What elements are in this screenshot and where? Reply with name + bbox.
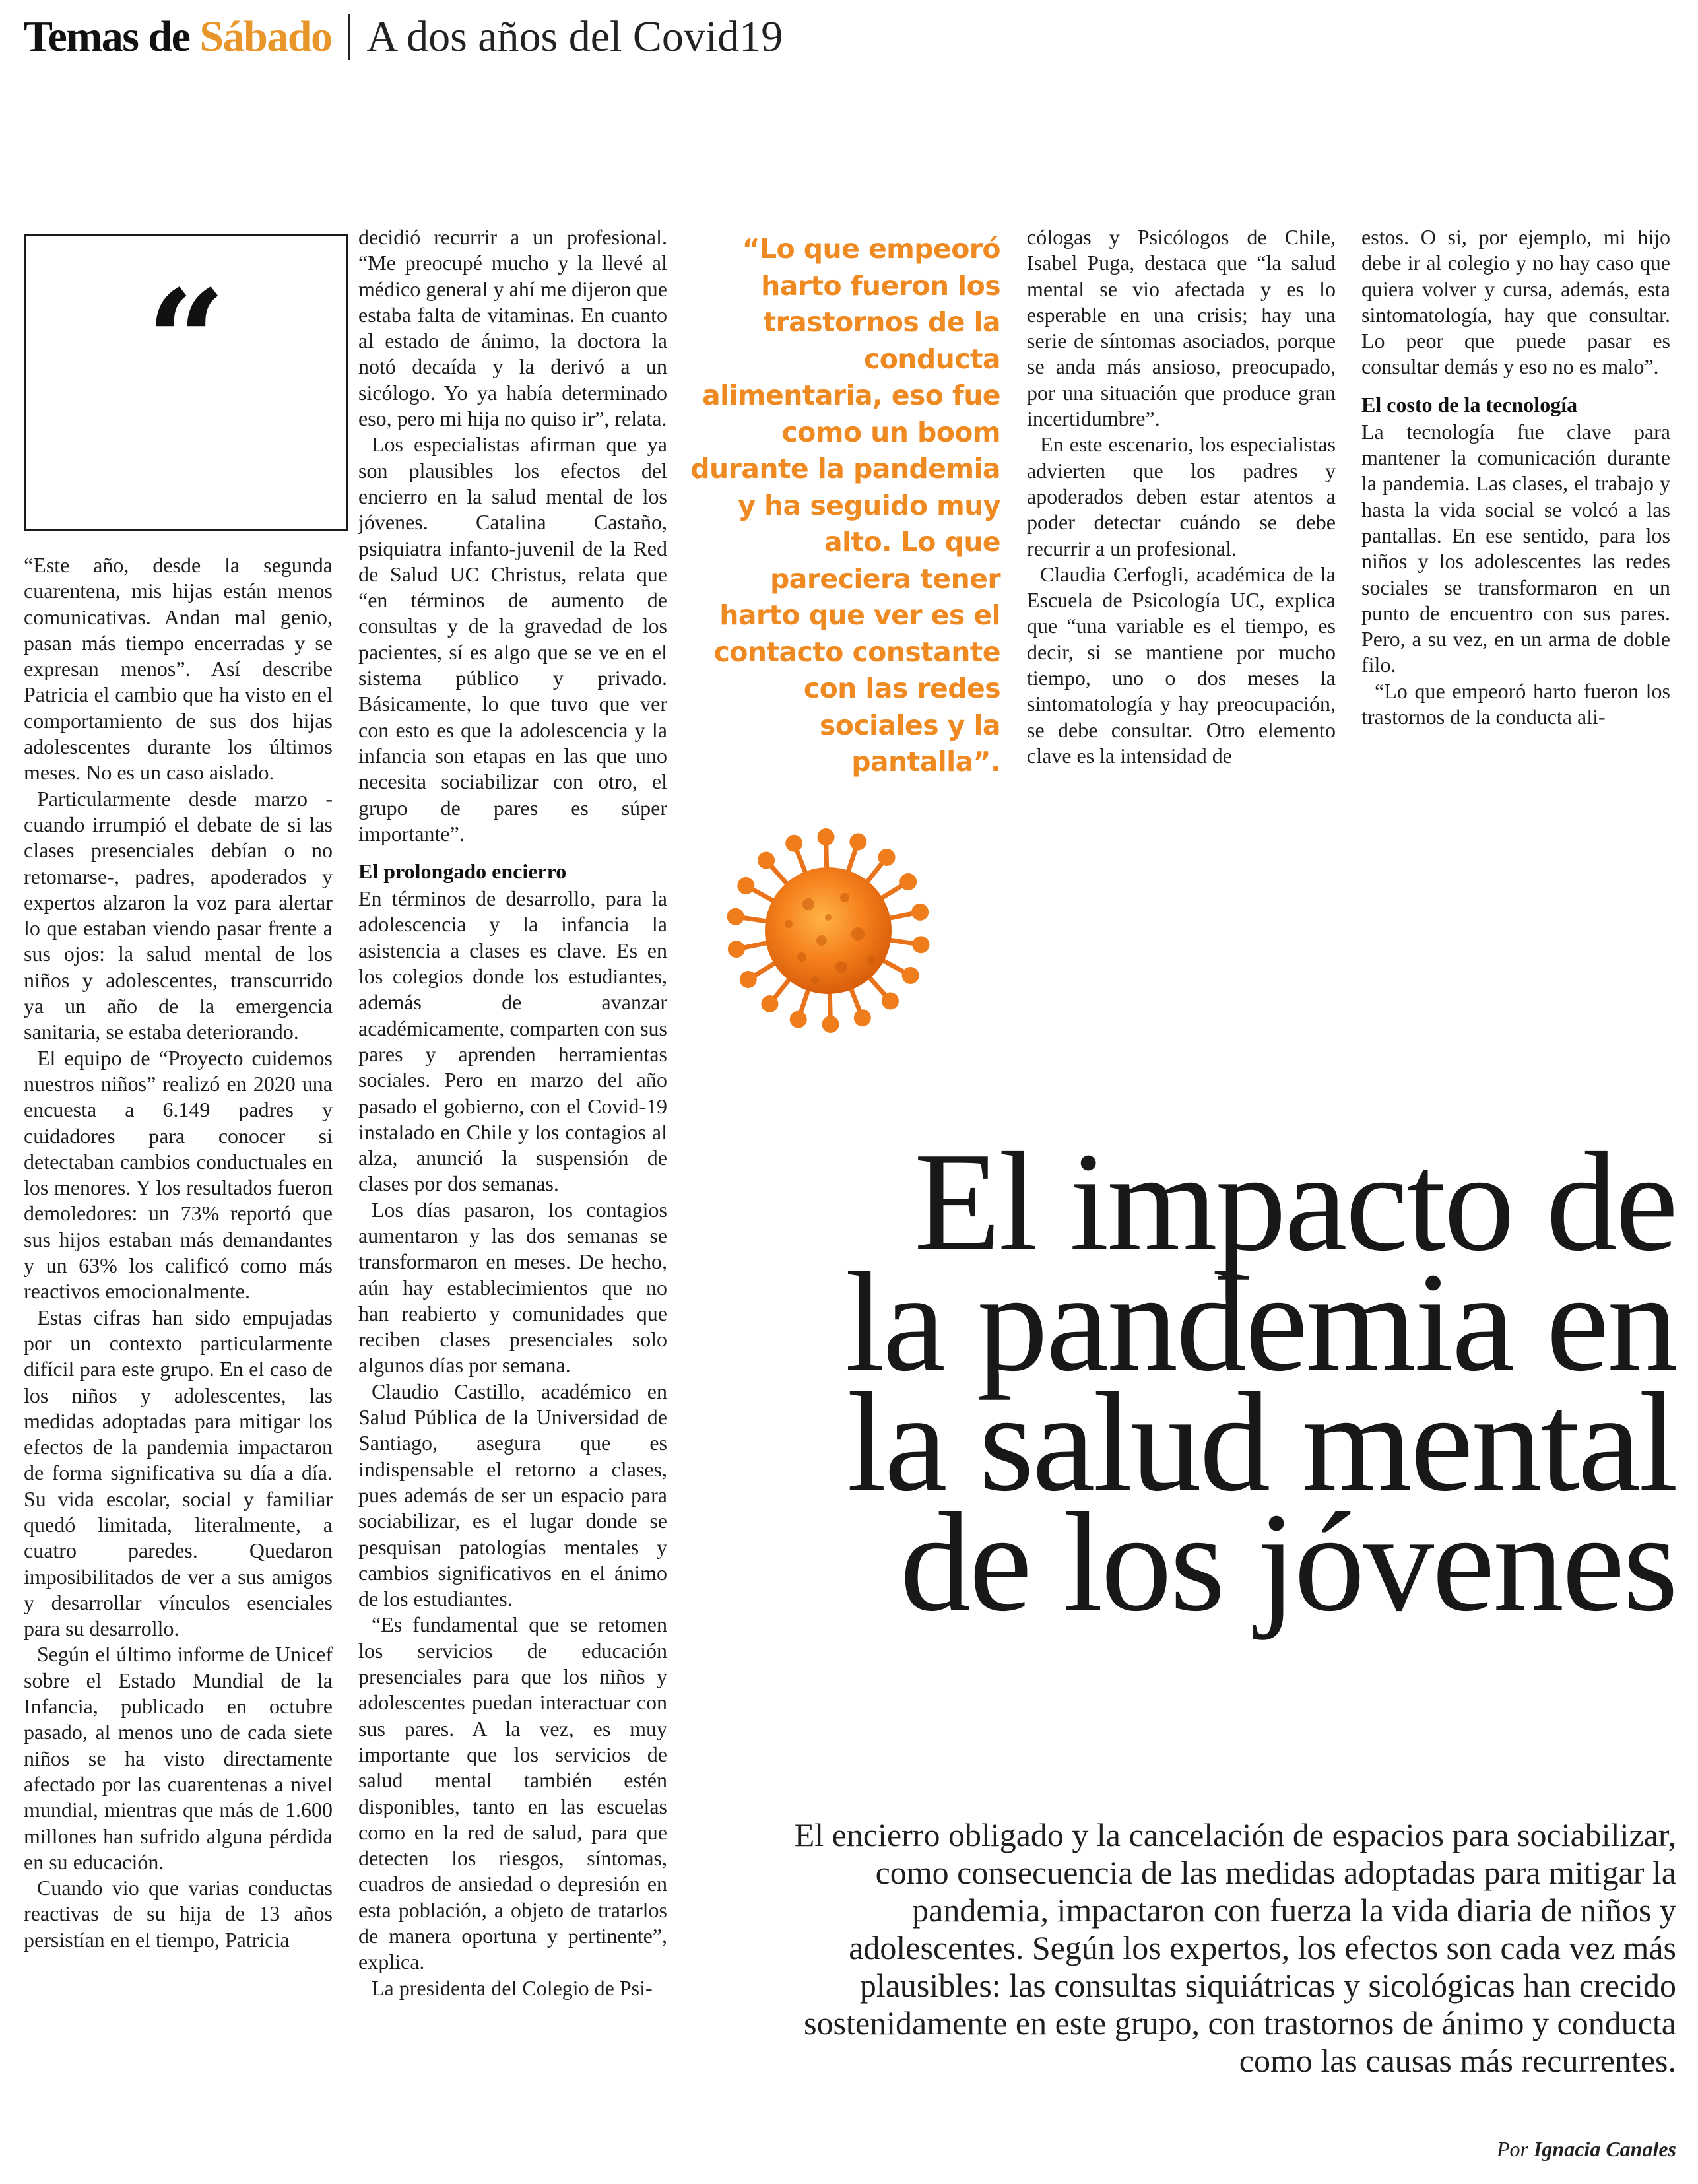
- article-paragraph: Claudio Castillo, académico en Salud Pública de la Universidad de Santiago, asegura que es indispensable el retorno a clases, pues además de ser un espacio para sociabilizar, es el lugar donde se pesquisan patologías mentales y cambios significativos en el ánimo de los estudiantes.: [358, 1379, 667, 1611]
- byline-author: Ignacia Canales: [1533, 2137, 1676, 2161]
- virus-spot: [825, 914, 832, 921]
- virus-spike-tip: [790, 1011, 807, 1028]
- byline-prefix: Por: [1496, 2137, 1528, 2161]
- coronavirus-icon: [723, 825, 934, 1036]
- article-paragraph: La tecnología fue clave para mantener la comunicación durante la pandemia. Las clases, el trabajo y hasta la vida social se volcó a las pantallas. En ese sentido, para los niños y los adolescentes las redes sociales se transformaron en un punto de encuentro con sus pares. Pero, a su vez, en un arma de doble filo.: [1361, 419, 1670, 677]
- article-paragraph: Claudia Cerfogli, académica de la Escuela de Psicología UC, explica que “una variable es el tiempo, es decir, si se mantiene por mucho tiempo, uno o dos meses la sintomatología y hay preocupación, se debe consultar. Otro elemento clave es la intensidad de: [1027, 562, 1336, 768]
- headline-line-1: El impacto de: [913, 1123, 1676, 1280]
- article-paragraph: decidió recurrir a un profesional. “Me preocupé mucho y la llevé al médico general y ahí me dijeron que estaba falta de vitaminas. En cuanto al estado de ánimo, la doctora la notó decaída y la derivó a un sicólogo. Yo ya había determinado eso, pero mi hija no quiso ir”, relata.: [358, 225, 667, 431]
- brand-title: [24, 12, 332, 62]
- column-2-part-b: [358, 886, 667, 2001]
- virus-spike-tip: [899, 873, 917, 890]
- article-paragraph: “Es fundamental que se retomen los servicios de educación presenciales para que los niños y adolescentes puedan interactuar con sus pares. A la vez, es muy importante que los servicios de salud mental también estén disponibles, tanto en las escuelas como en la red de salud, para que detecten los riesgos, síntomas, cuadros de ansiedad o depresión en esta población, a objeto de tratarlos de manera oportuna y pertinente”, explica.: [358, 1612, 667, 1974]
- virus-spike-tip: [761, 995, 778, 1012]
- virus-spike-tip: [911, 904, 929, 921]
- article-paragraph: cólogas y Psicólogos de Chile, Isabel Puga, destaca que “la salud mental se vio afectada y es lo esperable en una crisis; hay una serie de síntomas asociados, porque se anda más ansioso, preocupado, por una situación que produce gran incertidumbre”.: [1027, 225, 1336, 431]
- article-paragraph: “Este año, desde la segunda cuarentena, mis hijas están menos comunicativas. Andan mal genio, pasan más tiempo encerradas y se expresan menos”. Así describe Patricia el cambio que ha visto en el comportamiento de sus dos hijas adolescentes durante los últimos meses. No es un caso aislado.: [24, 553, 333, 785]
- article-paragraph: Particularmente desde marzo -cuando irrumpió el debate de si las clases presenciales debían o no retomarse-, padres, apoderados y expertos alzaron la voz para alertar lo que estaban viendo pasar frente a sus ojos: la salud mental de los niños y adolescentes, transcurrido ya un año de la emergencia sanitaria, se estaba deteriorando.: [24, 786, 333, 1044]
- article-paragraph: Cuando vio que varias conductas reactivas de su hija de 13 años persistían en el tiempo, Patricia: [24, 1876, 333, 1952]
- subheading-prolongado-encierro: El prolongado encierro: [358, 859, 567, 884]
- article-paragraph: Los días pasaron, los contagios aumentaron y las dos semanas se transformaron en meses. De hecho, aún hay establecimientos que no han reabierto y comunidades que reciben clases presenciales solo algunos días por semana.: [358, 1197, 667, 1377]
- byline: [1497, 2137, 1676, 2162]
- virus-spike-tip: [912, 936, 929, 953]
- article-paragraph: “Lo que empeoró harto fueron los trastornos de la conducta ali-: [1361, 678, 1670, 729]
- quote-mark-icon: “: [146, 259, 226, 422]
- virus-spot: [867, 956, 875, 964]
- virus-spot: [797, 952, 806, 962]
- virus-spot: [840, 893, 849, 902]
- virus-spike-tip: [849, 833, 866, 850]
- virus-spike-tip: [737, 877, 754, 894]
- headline-line-4: de los jóvenes: [899, 1483, 1676, 1641]
- headline-line-3: la salud mental: [847, 1363, 1676, 1521]
- quote-box: [24, 234, 348, 531]
- virus-spike-tip: [818, 828, 835, 845]
- masthead: [24, 11, 783, 63]
- article-column-5: [1361, 224, 1670, 730]
- virus-spot: [811, 976, 819, 984]
- virus-spike-tip: [822, 1016, 839, 1033]
- virus-spike-tip: [902, 967, 919, 984]
- virus-spike-tip: [727, 908, 744, 925]
- brand-main: Temas de: [24, 13, 190, 61]
- virus-spot: [816, 935, 827, 946]
- pull-quote: “Lo que empeoró harto fueron los trastornos de la conducta alimentaria, eso fue como un boom durante la pandemia y ha seguido muy alto. Lo que pareciera tener harto que ver es el contacto constante con las redes sociales y la pantalla”.: [690, 233, 1000, 778]
- virus-spot: [835, 961, 847, 973]
- column-5-part-b: [1361, 419, 1670, 731]
- article-paragraph: estos. O si, por ejemplo, mi hijo debe ir al colegio y no hay caso que quiera volver y cursa, además, esta sintomatología, hay que consultar. Lo peor que puede pasar es consultar demás y eso no es malo”.: [1361, 225, 1670, 379]
- virus-spike-tip: [728, 941, 745, 958]
- column-5-part-a: [1361, 224, 1670, 380]
- article-paragraph: En términos de desarrollo, para la adolescencia y la infancia la asistencia a clases es clave. Es en los colegios donde los estudiantes, además de avanzar académicamente, comparten con sus pares y aprenden herramientas sociales. Pero en marzo del año pasado el gobierno, con el Covid-19 instalado en Chile y los contagios al alza, anunció la suspensión de clases por dos semanas.: [358, 886, 667, 1196]
- masthead-divider: [348, 14, 350, 60]
- article-paragraph: Estas cifras han sido empujadas por un contexto particularmente difícil para este grupo. En el caso de los niños y adolescentes, las medidas adoptadas para mitigar los efectos de la pandemia impactaron de forma significativa su día a día. Su vida escolar, social y familiar quedó limitada, literalmente, a cuatro paredes. Quedaron imposibilitados de ver a sus amigos y desarrollar vínculos esenciales para su desarrollo.: [24, 1305, 333, 1641]
- column-2-part-a: [358, 224, 667, 847]
- brand-accent: Sábado: [199, 13, 332, 61]
- virus-spot: [785, 920, 793, 928]
- article-column-2: [358, 224, 667, 2001]
- article-column-4: [1027, 224, 1336, 769]
- virus-spike-tip: [740, 971, 757, 988]
- virus-spike-tip: [785, 835, 802, 852]
- virus-spike-tip: [882, 993, 899, 1010]
- virus-spike-tip: [878, 849, 896, 866]
- virus-spot: [802, 898, 814, 910]
- virus-spike-tip: [758, 851, 775, 869]
- headline: [739, 1123, 1676, 1641]
- headline-line-2: la pandemia en: [845, 1243, 1676, 1401]
- virus-spike-tip: [854, 1009, 871, 1026]
- article-paragraph: Según el último informe de Unicef sobre el Estado Mundial de la Infancia, publicado en octubre pasado, al menos uno de cada siete niños se ha visto directamente afectado por las cuarentenas a nivel mundial, mientras que más de 1.600 millones han sufrido alguna pérdida en su educación.: [24, 1642, 333, 1874]
- section-title: A dos años del Covid19: [366, 13, 783, 61]
- article-paragraph: Los especialistas afirman que ya son plausibles los efectos del encierro en la salud mental de los jóvenes. Catalina Castaño, psiquiatra infanto-juvenil de la Red de Salud UC Christus, relata que “en términos de aumento de consultas y de la gravedad de los pacientes, sí es algo que se ve en el sistema público y privado. Básicamente, lo que tuvo que ver con esto es que la adolescencia y la infancia son etapas en las que uno necesita sociabilizar con otro, el grupo de pares es súper importante”.: [358, 432, 667, 845]
- subheading-costo-tecnologia: El costo de la tecnología: [1361, 392, 1578, 416]
- lead-paragraph: El encierro obligado y la cancelación de espacios para sociabilizar, como consecuencia de las medidas adoptadas para mitigar la pandemia, impactaron con fuerza la vida diaria de niños y adolescentes. Según los expertos, los efectos son cada vez más plausibles: las consultas siquiátricas y sicológicas han crecido sostenidamente en este grupo, con trastornos de ánimo y conducta como las causas más recurrentes.: [794, 1816, 1676, 2079]
- article-paragraph: En este escenario, los especialistas advierten que los padres y apoderados deben estar atentos a poder detectar cuándo se debe recurrir a un profesional.: [1027, 432, 1336, 560]
- virus-spot: [851, 927, 865, 941]
- article-column-1: [24, 552, 333, 1953]
- article-paragraph: La presidenta del Colegio de Psi-: [372, 1975, 653, 2000]
- article-paragraph: El equipo de “Proyecto cuidemos nuestros niños” realizó en 2020 una encuesta a 6.149 padres y cuidadores para conocer si detectaban cambios conductuales en los menores. Y los resultados fueron demoledores: un 73% reportó que sus hijos estaban más demandantes y un 63% los calificó como más reactivos emocionalmente.: [24, 1045, 333, 1304]
